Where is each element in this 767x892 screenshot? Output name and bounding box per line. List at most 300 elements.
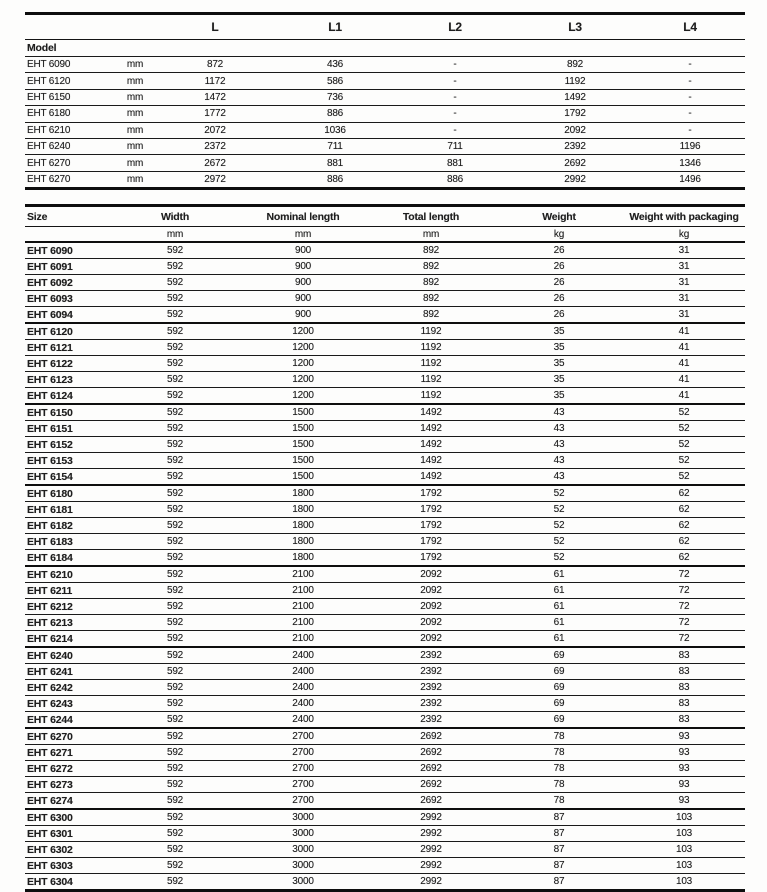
value-cell: 2400 [239,680,367,696]
size-cell: EHT 6304 [27,875,73,888]
unit-label: mm [239,227,367,243]
value-cell: 52 [623,421,745,437]
value-cell: 1492 [367,453,495,469]
value-cell: 1500 [239,437,367,453]
value-cell: - [395,89,515,105]
value-cell: 2692 [367,745,495,761]
table-row [25,171,745,188]
size-cell: EHT 6093 [25,291,111,307]
value-cell: 892 [515,57,635,73]
table-row [25,599,745,615]
value-cell: 31 [623,291,745,307]
value-cell: 62 [623,518,745,534]
value-cell: 87 [495,809,623,826]
value-cell: 1200 [239,388,367,405]
value-cell: 72 [623,599,745,615]
unit-cell: mm [115,106,155,122]
size-cell: EHT 6122 [25,356,111,372]
value-cell: 592 [111,356,239,372]
section-label: Model [25,40,745,57]
value-cell: 1792 [367,534,495,550]
value-cell: 592 [111,485,239,502]
dimensions-table [25,12,745,190]
value-cell: 1192 [367,340,495,356]
column-header: Total length [367,206,495,227]
value-cell: 2100 [239,566,367,583]
value-cell: 2692 [367,777,495,793]
value-cell: 78 [495,728,623,745]
size-cell: EHT 6154 [25,469,111,486]
table-row [25,583,745,599]
value-cell: 69 [495,664,623,680]
unit-label: kg [495,227,623,243]
table-row [25,388,745,405]
model-cell: EHT 6180 [25,106,115,122]
model-cell: EHT 6240 [25,138,115,154]
value-cell: 26 [495,242,623,259]
column-header: L1 [275,14,395,40]
value-cell: 103 [623,809,745,826]
value-cell: 93 [623,728,745,745]
value-cell: 892 [367,291,495,307]
size-cell: EHT 6214 [25,631,111,648]
value-cell: 35 [495,372,623,388]
value-cell: 78 [495,777,623,793]
value-cell: 1500 [239,469,367,486]
table-row [25,57,745,73]
value-cell: 26 [495,291,623,307]
value-cell: 900 [239,259,367,275]
value-cell: 83 [623,680,745,696]
size-cell: EHT 6184 [25,550,111,567]
value-cell: 2700 [239,761,367,777]
value-cell: 26 [495,275,623,291]
table-row [25,534,745,550]
value-cell: 1192 [367,372,495,388]
table-row [25,842,745,858]
value-cell: 2392 [515,138,635,154]
value-cell: 93 [623,793,745,810]
value-cell: 87 [495,858,623,874]
value-cell: 43 [495,469,623,486]
value-cell: 43 [495,437,623,453]
column-header: L2 [395,14,515,40]
size-cell: EHT 6210 [25,566,111,583]
value-cell: 72 [623,583,745,599]
value-cell: 87 [553,876,565,888]
value-cell: 2400 [239,647,367,664]
value-cell: - [635,106,745,122]
value-cell: - [635,57,745,73]
size-cell: EHT 6244 [25,712,111,729]
value-cell: 881 [275,155,395,171]
size-cell: EHT 6240 [25,647,111,664]
table-row [25,680,745,696]
value-cell: 69 [495,647,623,664]
table-row [25,73,745,89]
value-cell: 711 [275,138,395,154]
value-cell: 1200 [239,340,367,356]
value-cell: 1472 [155,89,275,105]
value-cell: 52 [495,534,623,550]
value-cell: 592 [111,550,239,567]
value-cell: 78 [495,761,623,777]
size-cell: EHT 6090 [25,242,111,259]
value-cell: 2072 [155,122,275,138]
value-cell: - [635,89,745,105]
value-cell: 2700 [239,745,367,761]
column-header: Size [25,206,111,227]
size-cell: EHT 6211 [25,583,111,599]
table-row [25,647,745,664]
value-cell: 1792 [515,106,635,122]
value-cell: 52 [623,404,745,421]
size-cell: EHT 6300 [25,809,111,826]
value-cell: 2692 [367,793,495,810]
value-cell: 61 [495,583,623,599]
size-cell: EHT 6243 [25,696,111,712]
value-cell: 1492 [515,89,635,105]
value-cell: 41 [623,340,745,356]
value-cell: 592 [111,388,239,405]
table-row [25,826,745,842]
value-cell: 69 [495,680,623,696]
value-cell: 1800 [239,534,367,550]
value-cell: 592 [111,777,239,793]
value-cell: 592 [111,680,239,696]
value-cell: 2092 [367,566,495,583]
table-row [25,323,745,340]
value-cell: 2100 [239,599,367,615]
table-row [25,307,745,324]
table-row [25,404,745,421]
value-cell: 43 [495,404,623,421]
value-cell: 872 [155,57,275,73]
unit-cell: mm [115,89,155,105]
value-cell: 592 [111,566,239,583]
model-cell: EHT 6120 [25,73,115,89]
table-row [25,518,745,534]
sizes-header-row [25,206,745,227]
value-cell: 2400 [239,696,367,712]
value-cell: 31 [623,307,745,324]
value-cell: 592 [111,664,239,680]
table-row [25,615,745,631]
value-cell: 103 [623,826,745,842]
value-cell: 52 [623,469,745,486]
unit-cell: mm [115,73,155,89]
value-cell: 892 [367,259,495,275]
value-cell: 41 [623,388,745,405]
column-header: Weight [495,206,623,227]
size-cell: EHT 6271 [25,745,111,761]
value-cell: - [635,122,745,138]
value-cell: 586 [275,73,395,89]
value-cell: 1500 [239,404,367,421]
table-row [25,155,745,171]
value-cell: 711 [395,138,515,154]
column-header: Nominal length [239,206,367,227]
size-cell: EHT 6092 [25,275,111,291]
column-header: L4 [635,14,745,40]
size-cell: EHT 6124 [25,388,111,405]
value-cell: 592 [111,323,239,340]
value-cell: 592 [111,275,239,291]
value-cell: 69 [495,696,623,712]
table-row [25,122,745,138]
value-cell: 103 [675,876,693,888]
value-cell: 592 [111,291,239,307]
value-cell: 2672 [155,155,275,171]
value-cell: 2392 [367,696,495,712]
value-cell: 2992 [367,858,495,874]
value-cell: 592 [111,453,239,469]
table-row [25,291,745,307]
value-cell: 52 [623,453,745,469]
size-cell: EHT 6091 [25,259,111,275]
value-cell: 2992 [420,876,442,888]
value-cell: 61 [495,615,623,631]
value-cell: 103 [623,858,745,874]
table-row [25,858,745,874]
value-cell: 35 [495,388,623,405]
table-row [25,372,745,388]
value-cell: 886 [275,106,395,122]
size-cell: EHT 6274 [25,793,111,810]
column-header: L [155,14,275,40]
value-cell: 2992 [564,173,586,185]
value-cell: 2392 [367,664,495,680]
model-cell: EHT 6090 [25,57,115,73]
table-row [25,664,745,680]
value-cell: 592 [111,809,239,826]
value-cell: 1500 [239,453,367,469]
value-cell: 2392 [367,647,495,664]
unit-cell: mm [115,57,155,73]
size-cell: EHT 6213 [25,615,111,631]
value-cell: 41 [623,372,745,388]
value-cell: - [395,122,515,138]
value-cell: 62 [623,550,745,567]
table-row [25,809,745,826]
value-cell: 62 [623,502,745,518]
value-cell: 2400 [239,664,367,680]
size-cell: EHT 6301 [25,826,111,842]
value-cell: 886 [446,173,464,185]
table-row [25,728,745,745]
value-cell: 2092 [367,599,495,615]
value-cell: 592 [111,340,239,356]
size-cell: EHT 6303 [25,858,111,874]
size-cell: EHT 6273 [25,777,111,793]
value-cell: 592 [111,647,239,664]
value-cell: 41 [623,323,745,340]
value-cell: 83 [623,712,745,729]
size-cell: EHT 6094 [25,307,111,324]
size-cell: EHT 6151 [25,421,111,437]
value-cell: 1792 [367,502,495,518]
size-cell: EHT 6180 [25,485,111,502]
value-cell: 52 [495,502,623,518]
table-row [25,566,745,583]
value-cell: 3000 [292,876,314,888]
unit-cell: mm [126,173,144,185]
value-cell: 35 [495,356,623,372]
model-cell: EHT 6270 [27,173,71,185]
value-cell: 1792 [367,518,495,534]
value-cell: 52 [623,437,745,453]
value-cell: 87 [495,842,623,858]
value-cell: 41 [623,356,745,372]
value-cell: 3000 [239,826,367,842]
value-cell: 1792 [367,485,495,502]
size-cell: EHT 6182 [25,518,111,534]
value-cell: 592 [111,858,239,874]
table-row [25,453,745,469]
value-cell: 1772 [155,106,275,122]
value-cell: 2692 [515,155,635,171]
value-cell: 1196 [635,138,745,154]
unit-cell: mm [115,138,155,154]
column-header: Width [111,206,239,227]
value-cell: 31 [623,275,745,291]
value-cell: 592 [111,745,239,761]
value-cell: 61 [495,599,623,615]
table-row [25,469,745,486]
column-header: Weight with packaging [623,206,745,227]
size-cell: EHT 6183 [25,534,111,550]
value-cell: 72 [623,615,745,631]
column-header: L3 [515,14,635,40]
value-cell: 1492 [367,437,495,453]
size-cell: EHT 6272 [25,761,111,777]
value-cell: 592 [111,615,239,631]
size-cell: EHT 6123 [25,372,111,388]
value-cell: 3000 [239,842,367,858]
model-cell: EHT 6150 [25,89,115,105]
value-cell: 1492 [367,421,495,437]
table-row [25,712,745,729]
value-cell: 592 [111,421,239,437]
value-cell: 35 [495,323,623,340]
value-cell: 2700 [239,777,367,793]
unit-label: mm [111,227,239,243]
value-cell: 436 [275,57,395,73]
value-cell: 78 [495,745,623,761]
value-cell: 1192 [515,73,635,89]
dimensions-header-row [25,14,745,40]
unit-label: kg [623,227,745,243]
value-cell: 1496 [679,173,701,185]
table-row [25,89,745,105]
section-label-row [25,40,745,57]
size-cell: EHT 6181 [25,502,111,518]
table-row [25,874,745,891]
table-row [25,793,745,810]
table-row [25,138,745,154]
value-cell: 886 [326,173,344,185]
value-cell: 62 [623,485,745,502]
value-cell: 26 [495,307,623,324]
unit-cell: mm [115,155,155,171]
value-cell: 592 [111,826,239,842]
column-header [115,14,155,40]
value-cell: 1500 [239,421,367,437]
value-cell: 1792 [367,550,495,567]
value-cell: 2100 [239,615,367,631]
value-cell: 592 [111,842,239,858]
size-cell: EHT 6212 [25,599,111,615]
value-cell: 592 [111,583,239,599]
value-cell: 2992 [367,826,495,842]
value-cell: - [395,57,515,73]
value-cell: 69 [495,712,623,729]
value-cell: 2400 [239,712,367,729]
table-row [25,550,745,567]
value-cell: 592 [111,259,239,275]
table-row [25,502,745,518]
value-cell: 592 [111,518,239,534]
value-cell: 1800 [239,502,367,518]
value-cell: 26 [495,259,623,275]
value-cell: 592 [111,631,239,648]
value-cell: 1200 [239,372,367,388]
value-cell: 2692 [367,761,495,777]
value-cell: 87 [495,826,623,842]
unit-label [25,227,111,243]
value-cell: 1346 [635,155,745,171]
table-row [25,340,745,356]
value-cell: 43 [495,453,623,469]
table-row [25,745,745,761]
value-cell: 3000 [239,809,367,826]
table-row [25,421,745,437]
size-cell: EHT 6120 [25,323,111,340]
unit-cell: mm [115,122,155,138]
size-cell: EHT 6121 [25,340,111,356]
value-cell: 1800 [239,485,367,502]
value-cell: 78 [495,793,623,810]
value-cell: 592 [166,876,184,888]
value-cell: 1200 [239,356,367,372]
column-header [25,14,115,40]
value-cell: 2100 [239,583,367,599]
table-row [25,696,745,712]
value-cell: 2092 [367,583,495,599]
table-row [25,259,745,275]
size-cell: EHT 6302 [25,842,111,858]
value-cell: 2692 [367,728,495,745]
value-cell: 592 [111,793,239,810]
value-cell: 2392 [367,680,495,696]
size-cell: EHT 6150 [25,404,111,421]
value-cell: 892 [367,242,495,259]
table-row [25,485,745,502]
value-cell: 2092 [367,615,495,631]
value-cell: 592 [111,534,239,550]
table-row [25,275,745,291]
value-cell: 1492 [367,404,495,421]
value-cell: 31 [623,242,745,259]
value-cell: 592 [111,712,239,729]
value-cell: 1192 [367,388,495,405]
model-cell: EHT 6210 [25,122,115,138]
table-row [25,106,745,122]
value-cell: 72 [623,566,745,583]
value-cell: 43 [495,421,623,437]
value-cell: 1800 [239,550,367,567]
units-row [25,227,745,243]
